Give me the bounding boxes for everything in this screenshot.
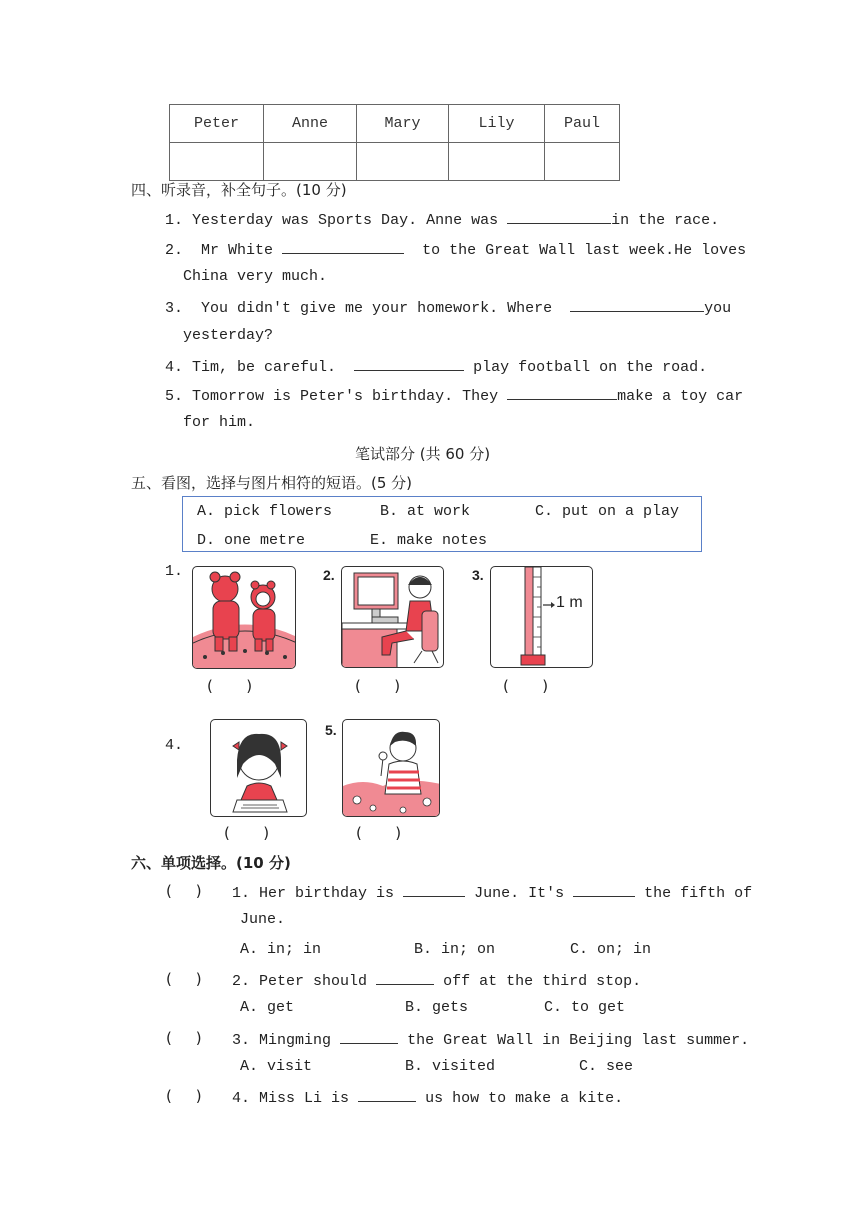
q3-opt-c: C. see: [579, 1058, 634, 1075]
name-cell: Mary: [357, 105, 449, 143]
answer-blank[interactable]: [354, 356, 464, 371]
pic-number-4: 4.: [165, 737, 184, 754]
name-cell: Lily: [449, 105, 545, 143]
s4-item-1: 1. Yesterday was Sports Day. Anne was in the race.: [165, 209, 719, 229]
answer-blank[interactable]: [507, 209, 611, 224]
section4-heading: 四、听录音，补全句子。(10 分): [131, 181, 347, 199]
written-part-title: 笔试部分 (共 60 分): [355, 445, 491, 463]
answer-cell[interactable]: [449, 143, 545, 181]
answer-paren[interactable]: ( ): [166, 1087, 202, 1105]
q2-line: 2. Peter should off at the third stop.: [232, 970, 641, 990]
ruler-label: 1 m: [556, 594, 583, 611]
answer-blank[interactable]: [340, 1029, 398, 1044]
option-b: B. at work: [380, 503, 471, 520]
name-cell: Paul: [545, 105, 620, 143]
s4-item-3-cont: yesterday?: [183, 327, 274, 344]
options-box: [182, 496, 702, 552]
answer-paren[interactable]: ( ): [166, 970, 202, 988]
answer-blank[interactable]: [573, 882, 635, 897]
q1-opt-c: C. on; in: [570, 941, 652, 958]
section6-heading: 六、单项选择。(10 分): [131, 854, 291, 872]
answer-paren[interactable]: ( ): [207, 677, 253, 695]
q1-line: 1. Her birthday is June. It's the fifth of: [232, 882, 752, 902]
pic-number-3: 3.: [472, 567, 484, 583]
picture-put-on-a-play: [192, 566, 296, 669]
picture-make-notes: [210, 719, 307, 817]
s4-item-5-cont: for him.: [183, 414, 256, 431]
picture-at-work: [341, 566, 444, 668]
q2-opt-b: B. gets: [405, 999, 469, 1016]
s4-item-2-cont: China very much.: [183, 268, 328, 285]
name-table: [169, 104, 620, 181]
option-a: A. pick flowers: [197, 503, 333, 520]
pic-number-5: 5.: [325, 722, 337, 738]
option-d: D. one metre: [197, 532, 306, 549]
answer-blank[interactable]: [507, 385, 617, 400]
picture-pick-flowers: [342, 719, 440, 817]
q2-opt-c: C. to get: [544, 999, 626, 1016]
answer-paren[interactable]: ( ): [224, 824, 270, 842]
picture-one-metre: [490, 566, 593, 668]
q1-opt-a: A. in; in: [240, 941, 322, 958]
answer-paren[interactable]: ( ): [355, 677, 401, 695]
answer-cell[interactable]: [545, 143, 620, 181]
q3-opt-b: B. visited: [405, 1058, 496, 1075]
q1-opt-b: B. in; on: [414, 941, 496, 958]
answer-cell[interactable]: [170, 143, 264, 181]
option-c: C. put on a play: [535, 503, 680, 520]
answer-blank[interactable]: [358, 1087, 416, 1102]
answer-paren[interactable]: ( ): [356, 824, 402, 842]
answer-paren[interactable]: ( ): [166, 1029, 202, 1047]
answer-cell[interactable]: [357, 143, 449, 181]
answer-blank[interactable]: [570, 297, 704, 312]
answer-blank[interactable]: [376, 970, 434, 985]
answer-paren[interactable]: ( ): [166, 882, 202, 900]
pic-number-1: 1.: [165, 563, 184, 580]
section5-heading: 五、看图，选择与图片相符的短语。(5 分): [131, 474, 413, 492]
q1-cont: June.: [240, 911, 286, 928]
answer-blank[interactable]: [282, 239, 404, 254]
q3-opt-a: A. visit: [240, 1058, 313, 1075]
q2-opt-a: A. get: [240, 999, 295, 1016]
name-cell: Peter: [170, 105, 264, 143]
s4-item-5: 5. Tomorrow is Peter's birthday. They make a toy car: [165, 385, 743, 405]
answer-paren[interactable]: ( ): [503, 677, 549, 695]
q4-line: 4. Miss Li is us how to make a kite.: [232, 1087, 623, 1107]
answer-blank[interactable]: [403, 882, 465, 897]
s4-item-3: 3. You didn't give me your homework. Where you: [165, 297, 731, 317]
pic-number-2: 2.: [323, 567, 335, 583]
option-e: E. make notes: [370, 532, 488, 549]
answer-cell[interactable]: [264, 143, 357, 181]
s4-item-2: 2. Mr White to the Great Wall last week.He loves: [165, 239, 746, 259]
q3-line: 3. Mingming the Great Wall in Beijing last summer.: [232, 1029, 749, 1049]
s4-item-4: 4. Tim, be careful. play football on the road.: [165, 356, 707, 376]
name-cell: Anne: [264, 105, 357, 143]
